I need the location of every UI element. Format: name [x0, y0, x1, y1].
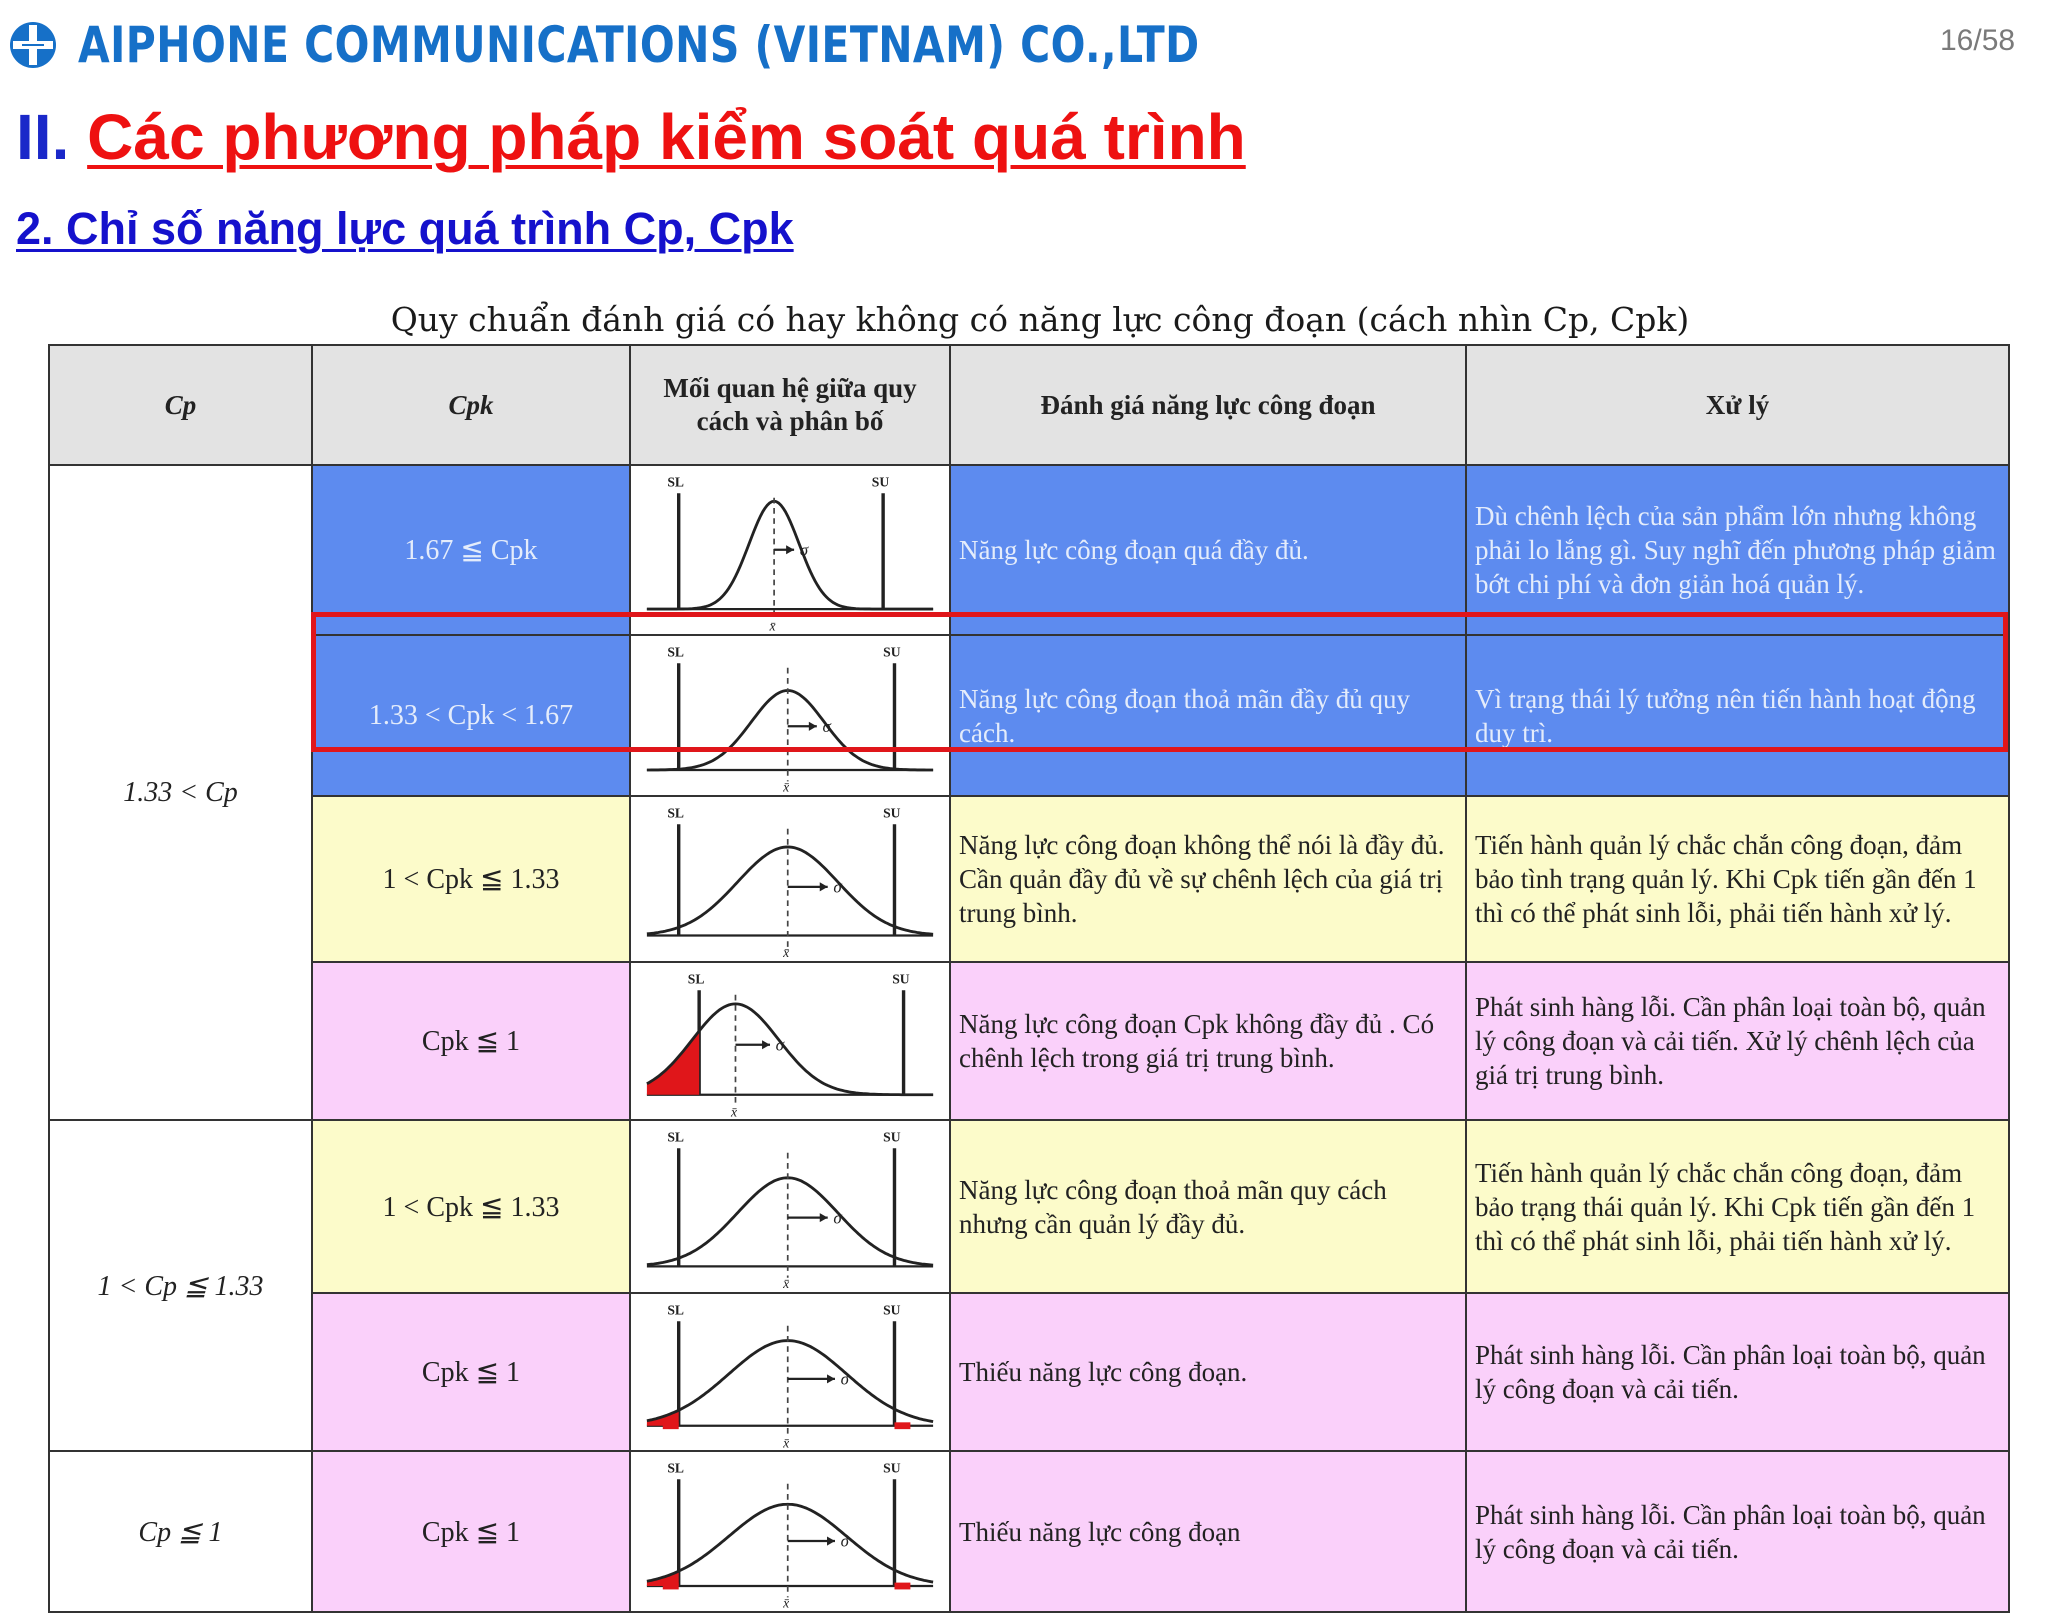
evaluation-cell: Năng lực công đoạn không thể nói là đầy đủ. Cần quản đầy đủ về sự chênh lệch của giá trị trung bình. — [950, 796, 1466, 962]
cpk-cell: 1 < Cpk ≦ 1.33 — [312, 796, 630, 962]
cpk-cell: 1.33 < Cpk < 1.67 — [312, 635, 630, 796]
header-cp: Cp — [49, 345, 312, 465]
mean-label: x̄ — [783, 779, 790, 795]
su-label: SU — [883, 644, 901, 660]
distribution-diagram — [630, 465, 950, 635]
action-cell: Phát sinh hàng lỗi. Cần phân loại toàn bộ, quản lý công đoạn và cải tiến. — [1466, 1451, 2009, 1612]
company-name: AIPHONE COMMUNICATIONS (VIETNAM) CO.,LTD — [78, 16, 1200, 74]
normal-curve — [647, 691, 933, 771]
distribution-svg — [631, 1121, 949, 1291]
cp-group-cell: Cp ≦ 1 — [49, 1451, 312, 1612]
defect-mark-left — [663, 1422, 679, 1429]
cp-group-cell: 1.33 < Cp — [49, 465, 312, 1120]
table-row — [49, 962, 2009, 1121]
normal-curve — [647, 847, 933, 934]
mean-label: x̄ — [783, 945, 790, 961]
distribution-diagram — [630, 1451, 950, 1612]
action-cell: Phát sinh hàng lỗi. Cần phân loại toàn bộ, quản lý công đoạn và cải tiến. Xử lý chênh lệch của giá trị trung bình. — [1466, 962, 2009, 1121]
sigma-label: σ — [775, 1035, 785, 1055]
table-row — [49, 1451, 2009, 1612]
distribution-diagram — [630, 635, 950, 796]
cpk-cell: 1 < Cpk ≦ 1.33 — [312, 1120, 630, 1292]
sl-label: SL — [687, 971, 705, 987]
cpk-cell: Cpk ≦ 1 — [312, 1451, 630, 1612]
distribution-diagram — [630, 1293, 950, 1452]
title-text: Các phương pháp kiểm soát quá trình — [87, 101, 1246, 173]
cp-cpk-table — [48, 344, 2010, 1613]
distribution-svg — [631, 1452, 949, 1611]
evaluation-cell: Năng lực công đoạn quá đầy đủ. — [950, 465, 1466, 635]
header-evaluation: Đánh giá năng lực công đoạn — [950, 345, 1466, 465]
table-row — [49, 1293, 2009, 1452]
su-label: SU — [871, 474, 890, 490]
sl-label: SL — [667, 474, 684, 490]
mean-label: x̄ — [769, 618, 776, 634]
page-number: 16/58 — [1940, 24, 2016, 57]
normal-curve — [647, 1178, 933, 1265]
su-label: SU — [883, 1129, 901, 1145]
title-section-number: II. — [16, 101, 70, 173]
slide-title — [16, 100, 1246, 174]
slide-header — [0, 14, 1200, 74]
distribution-svg — [631, 1294, 949, 1451]
distribution-diagram — [630, 1120, 950, 1292]
evaluation-cell: Năng lực công đoạn thoả mãn quy cách nhưng cần quản lý đầy đủ. — [950, 1120, 1466, 1292]
cp-group-cell: 1 < Cp ≦ 1.33 — [49, 1120, 312, 1451]
action-cell: Vì trạng thái lý tưởng nên tiến hành hoạt động duy trì. — [1466, 635, 2009, 796]
mean-label: x̄ — [783, 1434, 790, 1450]
su-label: SU — [883, 1302, 901, 1318]
sl-label: SL — [667, 1129, 684, 1145]
action-cell: Tiến hành quản lý chắc chắn công đoạn, đảm bảo trạng thái quản lý. Khi Cpk tiến gần đến 1 thì có thể phát sinh lỗi, phải tiến hành xử lý. — [1466, 1120, 2009, 1292]
normal-curve — [647, 1340, 933, 1421]
su-label: SU — [892, 971, 910, 987]
header-cpk: Cpk — [312, 345, 630, 465]
mean-label: x̄ — [783, 1276, 790, 1292]
distribution-svg — [631, 466, 949, 634]
distribution-diagram — [630, 796, 950, 962]
su-label: SU — [883, 805, 901, 821]
normal-curve — [647, 501, 933, 609]
cpk-cell: Cpk ≦ 1 — [312, 962, 630, 1121]
evaluation-cell: Năng lực công đoạn thoả mãn đầy đủ quy cách. — [950, 635, 1466, 796]
sigma-arrowhead — [820, 882, 828, 891]
action-cell: Dù chênh lệch của sản phẩm lớn nhưng không phải lo lắng gì. Suy nghĩ đến phương pháp giảm bớt chi phí và đơn giản hoá quản lý. — [1466, 465, 2009, 635]
sigma-label: σ — [840, 1369, 850, 1389]
defect-mark-right — [894, 1583, 910, 1590]
action-cell: Tiến hành quản lý chắc chắn công đoạn, đảm bảo tình trạng quản lý. Khi Cpk tiến gần đến 1 thì có thể phát sinh lỗi, phải tiến hành xử lý. — [1466, 796, 2009, 962]
defect-mark-left — [663, 1583, 679, 1590]
header-relation: Mối quan hệ giữa quy cách và phân bố — [630, 345, 950, 465]
sigma-arrowhead — [786, 545, 794, 554]
sl-label: SL — [667, 1460, 684, 1476]
distribution-diagram — [630, 962, 950, 1121]
company-logo-icon — [8, 20, 58, 70]
header-action: Xử lý — [1466, 345, 2009, 465]
distribution-svg — [631, 963, 949, 1120]
normal-curve — [647, 1505, 933, 1583]
mean-label: x̄ — [730, 1103, 737, 1119]
sigma-label: σ — [822, 717, 831, 737]
sigma-label: σ — [833, 1208, 842, 1228]
sigma-label: σ — [840, 1532, 850, 1552]
evaluation-cell: Năng lực công đoạn Cpk không đầy đủ . Có chênh lệch trong giá trị trung bình. — [950, 962, 1466, 1121]
table-row — [49, 796, 2009, 962]
sl-label: SL — [667, 1302, 684, 1318]
su-label: SU — [883, 1460, 901, 1476]
table-header-row — [49, 345, 2009, 465]
sigma-arrowhead — [820, 1213, 828, 1222]
sl-label: SL — [667, 644, 684, 660]
sigma-label: σ — [799, 540, 809, 560]
table-row — [49, 465, 2009, 635]
sigma-arrowhead — [762, 1040, 770, 1049]
mean-label: x̄ — [783, 1595, 790, 1611]
action-cell: Phát sinh hàng lỗi. Cần phân loại toàn bộ, quản lý công đoạn và cải tiến. — [1466, 1293, 2009, 1452]
cpk-cell: Cpk ≦ 1 — [312, 1293, 630, 1452]
defect-mark-right — [894, 1422, 910, 1429]
evaluation-cell: Thiếu năng lực công đoạn. — [950, 1293, 1466, 1452]
table-caption: Quy chuẩn đánh giá có hay không có năng lực công đoạn (cách nhìn Cp, Cpk) — [390, 300, 1690, 339]
sigma-label: σ — [833, 877, 842, 897]
distribution-svg — [631, 636, 949, 795]
table-row — [49, 635, 2009, 796]
slide-subtitle: 2. Chỉ số năng lực quá trình Cp, Cpk — [16, 203, 794, 254]
sigma-arrowhead — [809, 722, 817, 731]
distribution-svg — [631, 797, 949, 961]
evaluation-cell: Thiếu năng lực công đoạn — [950, 1451, 1466, 1612]
sl-label: SL — [667, 805, 684, 821]
sigma-arrowhead — [827, 1537, 835, 1546]
sigma-arrowhead — [827, 1374, 835, 1383]
table-row — [49, 1120, 2009, 1292]
cpk-cell: 1.67 ≦ Cpk — [312, 465, 630, 635]
